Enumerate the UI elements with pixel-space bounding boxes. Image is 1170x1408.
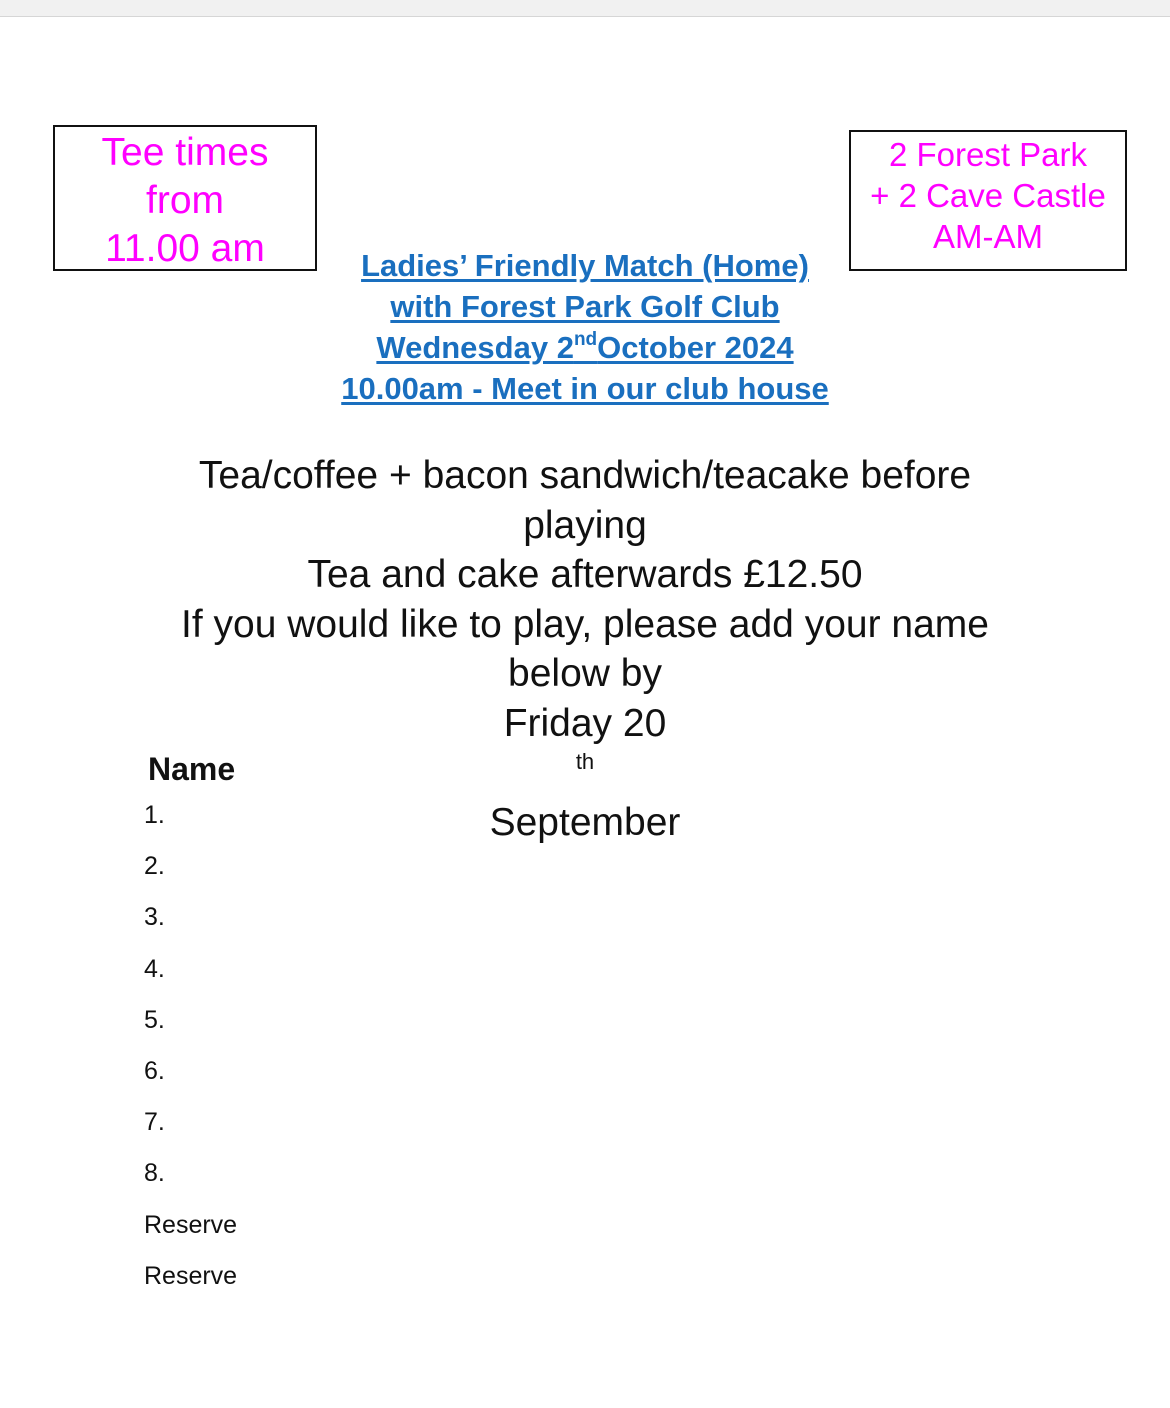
match-heading (0, 245, 1170, 409)
tee-times-line: from (146, 179, 224, 222)
details-line: If you would like to play, please add your name (181, 602, 989, 646)
heading-line-meet: 10.00am - Meet in our club house (341, 371, 829, 406)
signup-slot: 5. (144, 1005, 165, 1034)
signup-slot: 6. (144, 1056, 165, 1085)
details-line: below by (508, 652, 662, 695)
deadline-day: Friday 20 (503, 701, 667, 745)
signup-slot-reserve: Reserve (144, 1210, 238, 1239)
heading-line-date (376, 327, 793, 368)
signup-slot-reserve: Reserve (144, 1261, 238, 1290)
deadline-suffix: th (575, 749, 595, 774)
signup-slot: 4. (144, 954, 165, 983)
heading-date-day: Wednesday 2 (376, 330, 574, 365)
details-line: playing (523, 503, 647, 547)
signup-slot: 8. (144, 1159, 165, 1188)
tee-times-line: 11.00 am (105, 227, 265, 270)
heading-line-title: Ladies’ Friendly Match (Home) (361, 248, 809, 283)
details-line: Tea and cake afterwards £12.50 (307, 553, 863, 596)
viewer-top-bar (0, 0, 1170, 17)
signup-list (144, 800, 237, 1312)
tee-times-line: Tee times (101, 131, 269, 174)
signup-slot: 2. (144, 852, 165, 881)
deadline-month: September (489, 800, 681, 844)
document-page (0, 17, 1170, 1408)
teams-line: AM-AM (933, 218, 1043, 255)
teams-line: 2 Forest Park (888, 136, 1088, 173)
signup-slot: 3. (144, 903, 165, 932)
teams-line: + 2 Cave Castle (870, 177, 1106, 214)
signup-slot: 7. (144, 1108, 165, 1137)
heading-line-opponent: with Forest Park Golf Club (390, 289, 780, 324)
name-column-label: Name (148, 751, 236, 787)
heading-date-month-year: October 2024 (597, 330, 794, 365)
signup-slot: 1. (144, 801, 165, 829)
heading-date-suffix: nd (573, 329, 598, 350)
details-line: Tea/coffee + bacon sandwich/teacake before (198, 454, 972, 497)
